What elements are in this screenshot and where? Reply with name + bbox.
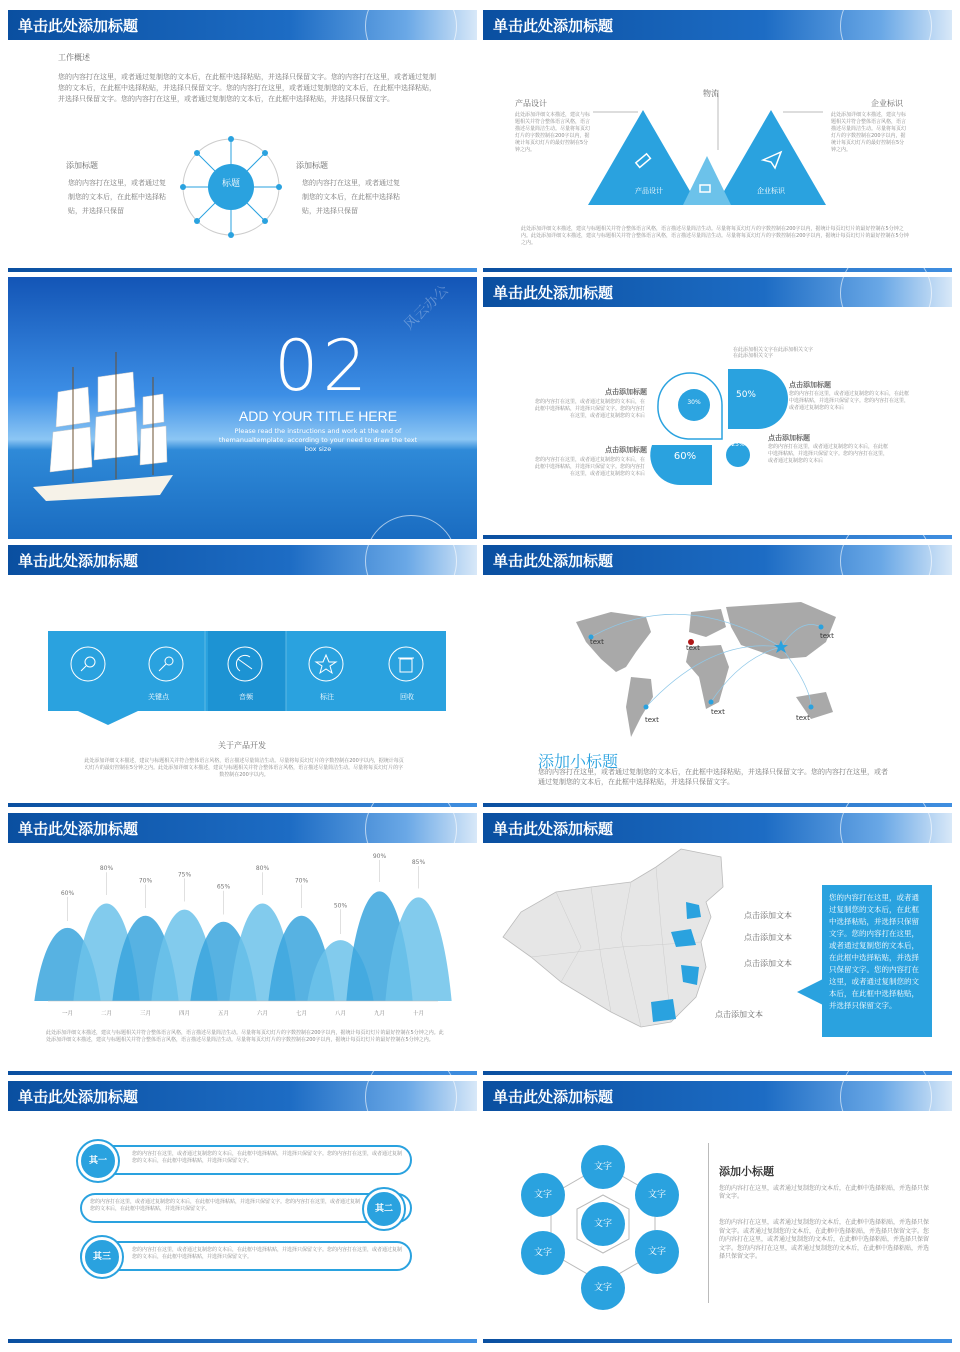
value-label: 70% <box>294 877 309 885</box>
slide-footer <box>483 1339 952 1343</box>
map-pin-label: text <box>711 708 725 716</box>
right-small-text: 此处添加详细文本描述，建议与标题相关并符合整体语言风格，语言描述尽量简洁生动。尽量将每页幻灯片的字数控制在200字以内，据统计每页幻灯片的最好控制在5分钟之内。 <box>831 112 907 153</box>
node-label: 文字 <box>593 1219 612 1229</box>
value-label: 70% <box>138 877 153 885</box>
hex-para-1: 您的内容打在这里，或者通过复制您的文本后，在此框中选择粘贴，并选择只保留文字。 <box>719 1185 930 1200</box>
clover-chart <box>648 365 778 495</box>
left-text-2: 您的内容打在这里，或者通过复制您的文本后，在此框中选择粘贴，并选择只保留文字。您的内容打在这里，或者通过复制您的文本后 <box>535 457 646 477</box>
slide-title: 单击此处添加标题 <box>493 1089 614 1106</box>
slide-title: 单击此处添加标题 <box>493 285 614 302</box>
left-label: 产品设计 <box>515 99 547 108</box>
slide-title: 单击此处添加标题 <box>18 553 139 570</box>
hex-node-bottom <box>581 1266 625 1310</box>
mid-label: 物流 <box>703 89 719 98</box>
slide-6[interactable] <box>483 545 952 807</box>
category-label: 三月 <box>139 1011 152 1017</box>
hex-subtitle: 添加小标题 <box>719 1165 774 1178</box>
left-text: 您的内容打在这里，或者通过复制您的文本后，在此框中选择粘贴，并选择只保留 <box>68 179 166 215</box>
slide-header <box>483 813 952 843</box>
node-label: 文字 <box>647 1190 666 1200</box>
chart-body: 此处添加详细文本描述，建议与标题相关并符合整体语言风格，语言描述尽量简洁生动。尽量将每页幻灯片的字数控制在200字以内，据统计每页幻灯片的最好控制在5分钟之内。此处添加详细文本描述，建议与标题相关并符合整体语言风格，语言描述尽量简洁生动。尽量将每页幻灯片的字数控制在200字以内，据统计每页幻灯片的最好控制在5分钟之内。 <box>46 1030 444 1043</box>
pct-30: 30% <box>687 399 701 406</box>
right-label: 企业标识 <box>871 99 903 108</box>
map-pin-label: text <box>820 632 834 640</box>
hex-node-lower-right <box>635 1230 679 1274</box>
map-label-1: 点击添加文本 <box>744 911 792 920</box>
pill-1-text: 您的内容打在这里，或者通过复制您的文本后，在此框中选择粘贴，并选择只保留文字。您的内容打在这里，或者通过复制您的文本后，在此框中选择粘贴，并选择只保留文字。 <box>132 1151 403 1164</box>
hex-node-center <box>581 1202 625 1246</box>
china-map <box>501 847 751 1037</box>
value-label: 65% <box>216 883 231 891</box>
right-text-2: 您的内容打在这里，或者通过复制您的文本后，在此框中选择粘贴，并选择只保留文字。您的内容打在这里，或者通过复制您的文本后 <box>768 444 889 464</box>
value-label: 85% <box>411 859 426 867</box>
map-label-3: 点击添加文本 <box>744 959 792 968</box>
hex-para-2: 您的内容打在这里，或者通过复制您的文本后，在此框中选择粘贴，并选择只保留文字。或者通过复制您的文本后，在此框中选择粘贴，并选择只保留文字。您的内容打在这里，或者通过复制您的文本后，在此框中选择粘贴，并选择只保留文字。您的内容打在这里，或者通过复制您的文本后，在此框中选择粘贴，并选择只保留文字。 <box>719 1219 930 1260</box>
triangle-diagram <box>583 90 853 210</box>
map-pin-label: text <box>590 638 604 646</box>
top-note-2: 在此添加相关文字 <box>733 353 774 359</box>
map-label-2: 点击添加文本 <box>744 933 792 942</box>
icon-bar <box>48 631 448 726</box>
icon-label-3: 标注 <box>320 693 334 701</box>
left-text-1: 您的内容打在这里，或者通过复制您的文本后，在此框中选择粘贴，并选择只保留文字。您的内容打在这里，或者通过复制您的文本后 <box>535 399 646 419</box>
section-number: 02 <box>274 325 372 407</box>
tag-1-label: 其一 <box>88 1156 107 1166</box>
slide-9[interactable] <box>8 1081 477 1343</box>
category-label: 四月 <box>178 1011 191 1017</box>
slide-header <box>483 10 952 40</box>
hex-node-upper-left <box>521 1173 565 1217</box>
slide-header <box>8 813 477 843</box>
slide-2[interactable] <box>483 10 952 272</box>
node-label: 文字 <box>533 1248 552 1258</box>
slide-7[interactable] <box>8 813 477 1075</box>
slide-10[interactable] <box>483 1081 952 1343</box>
slide-title: 单击此处添加标题 <box>493 553 614 570</box>
top-note-1: 在此添加相关文字在此添加相关文字 <box>733 347 814 353</box>
pct-25: 25% <box>731 441 745 448</box>
world-map <box>571 597 861 742</box>
right-title-1: 点击添加标题 <box>789 381 831 389</box>
slide-header <box>8 1081 477 1111</box>
slide-title: 单击此处添加标题 <box>493 821 614 838</box>
slide-header <box>483 545 952 575</box>
map-pin-label: text <box>686 644 700 652</box>
value-label: 50% <box>333 902 348 910</box>
map-pin-label: text <box>645 716 659 724</box>
icon-label-2: 音频 <box>239 693 253 701</box>
slide-4[interactable] <box>483 277 952 539</box>
slide-header <box>8 545 477 575</box>
slide-1[interactable] <box>8 10 477 272</box>
slide-header <box>483 277 952 307</box>
map-label-4: 点击添加文本 <box>715 1010 763 1019</box>
slide-title: 单击此处添加标题 <box>18 18 139 35</box>
tri-left-label: 产品设计 <box>635 187 663 195</box>
slide-title: 单击此处添加标题 <box>18 821 139 838</box>
category-label: 七月 <box>295 1011 308 1017</box>
watermark: 风云办公 <box>401 282 453 334</box>
slide-footer <box>8 268 477 272</box>
hex-node-lower-left <box>521 1231 565 1275</box>
hex-node-upper-right <box>635 1173 679 1217</box>
pct-50: 50% <box>735 390 756 400</box>
category-label: 九月 <box>373 1011 386 1017</box>
node-label: 文字 <box>533 1190 552 1200</box>
hex-node-top <box>581 1145 625 1189</box>
value-label: 80% <box>99 865 114 873</box>
callout-pointer <box>797 979 825 1007</box>
overview-body: 您的内容打在这里，或者通过复制您的文本后，在此框中选择粘贴，并选择只保留文字。您的内容打在这里，或者通过复制您的文本后，在此框中选择粘贴，并选择只保留文字。您的内容打在这里，或者通过复制您的文本后，在此框中选择粘贴，并选择只保留文字。您的内容打在这里，或者通过复制您的文本后，在此框中选择粘贴，并选择只保留文字。 <box>58 73 436 103</box>
pill-3-text: 您的内容打在这里，或者通过复制您的文本后，在此框中选择粘贴，并选择只保留文字。您的内容打在这里，或者通过复制您的文本后，在此框中选择粘贴，并选择只保留文字。 <box>132 1247 403 1260</box>
overview-label: 工作概述 <box>58 53 90 62</box>
sailing-ship-image <box>28 347 178 507</box>
node-label: 文字 <box>647 1247 666 1257</box>
slide-footer <box>8 1339 477 1343</box>
slide-3[interactable] <box>8 277 477 539</box>
category-label: 六月 <box>256 1011 269 1017</box>
pill-2-text: 您的内容打在这里，或者通过复制您的文本后，在此框中选择粘贴，并选择只保留文字。您的内容打在这里，或者通过复制您的文本后，在此框中选择粘贴，并选择只保留文字。 <box>90 1199 361 1212</box>
hub-center-label: 标题 <box>221 179 240 189</box>
right-text: 您的内容打在这里，或者通过复制您的文本后，在此框中选择粘贴，并选择只保留 <box>302 179 400 215</box>
tag-3 <box>82 1237 122 1277</box>
value-label: 80% <box>255 865 270 873</box>
tag-1 <box>78 1141 118 1181</box>
node-label: 文字 <box>593 1162 612 1172</box>
left-small-text: 此处添加详细文本描述，建议与标题相关并符合整体语言风格，语言描述尽量简洁生动。尽量将每页幻灯片的字数控制在200字以内，据统计每页幻灯片的最好控制在5分钟之内。 <box>515 112 591 153</box>
icon-label-4: 回收 <box>400 693 414 701</box>
tri-right-label: 企业标识 <box>757 187 785 195</box>
cover-title: ADD YOUR TITLE HERE <box>238 408 398 424</box>
left-title-1: 点击添加标题 <box>605 388 647 396</box>
callout-text: 您的内容打在这里，或者通过复制您的文本后，在此框中选择粘贴，并选择只保留文字。您的内容打在这里，或者通过复制您的文本后，在此框中选择粘贴，并选择只保留文字。您的内容打在这里，或者通过复制您的文本后，在此框中选择粘贴，并选择只保留文字。 <box>829 893 919 1010</box>
bottom-text: 此处添加详细文本描述，建议与标题相关并符合整体语言风格，语言描述尽量简洁生动。尽量将每页幻灯片的字数控制在200字以内，据统计每页幻灯片的最好控制在5分钟之内。此处添加详细文本描述，建议与标题相关并符合整体语言风格，语言描述尽量简洁生动。尽量将每页幻灯片的字数控制在200字以内，据统计每页幻灯片的最好控制在5分钟之内。 <box>521 226 909 246</box>
slide-header <box>483 1081 952 1111</box>
product-body: 此处添加详细文本描述，建议与标题相关并符合整体语言风格，语言描述尽量简洁生动。尽量将每页幻灯片的字数控制在200字以内，据统计每页幻灯片的最好控制在5分钟之内。此处添加详细文本描述，建议与标题相关并符合整体语言风格，语言描述尽量简洁生动。尽量将每页幻灯片的字数控制在200字以内。 <box>84 758 404 778</box>
tag-3-label: 其三 <box>92 1252 111 1262</box>
category-label: 五月 <box>217 1011 230 1017</box>
callout-box <box>822 885 932 1037</box>
value-label: 60% <box>60 889 75 897</box>
divider <box>708 1143 709 1303</box>
slide-header <box>8 10 477 40</box>
slide-5[interactable] <box>8 545 477 807</box>
tag-2 <box>364 1189 404 1229</box>
category-label: 一月 <box>61 1011 74 1017</box>
icon-label-1: 关键点 <box>148 693 169 701</box>
slide-8[interactable] <box>483 813 952 1075</box>
left-title-2: 点击添加标题 <box>605 446 647 454</box>
map-pin-label: text <box>796 714 810 722</box>
hump-chart <box>48 852 438 1026</box>
product-subtitle: 关于产品开发 <box>218 741 266 750</box>
right-text-1: 您的内容打在这里，或者通过复制您的文本后，在此框中选择粘贴，并选择只保留文字。您的内容打在这里，或者通过复制您的文本后 <box>789 391 910 411</box>
category-label: 八月 <box>334 1011 347 1017</box>
map-body: 您的内容打在这里，或者通过复制您的文本后，在此框中选择粘贴，并选择只保留文字。您的内容打在这里，或者通过复制您的文本后，在此框中选择粘贴，并选择只保留文字。 <box>538 768 888 786</box>
left-title: 添加标题 <box>66 161 98 170</box>
slide-title: 单击此处添加标题 <box>18 1089 139 1106</box>
slide-title: 单击此处添加标题 <box>493 18 614 35</box>
tag-2-label: 其二 <box>374 1204 393 1214</box>
right-title: 添加标题 <box>296 161 328 170</box>
cover-subtitle: Please read the instructions and work at the end of themanualtemplate. according to your need to draw the text box size <box>218 427 418 453</box>
category-label: 二月 <box>100 1011 113 1017</box>
node-label: 文字 <box>593 1283 612 1293</box>
right-title-2: 点击添加标题 <box>768 434 810 442</box>
value-label: 75% <box>177 871 192 879</box>
map-subtitle: 添加小标题 <box>538 752 619 771</box>
pct-60: 60% <box>673 451 697 462</box>
category-label: 十月 <box>412 1011 425 1017</box>
value-label: 90% <box>372 852 387 860</box>
